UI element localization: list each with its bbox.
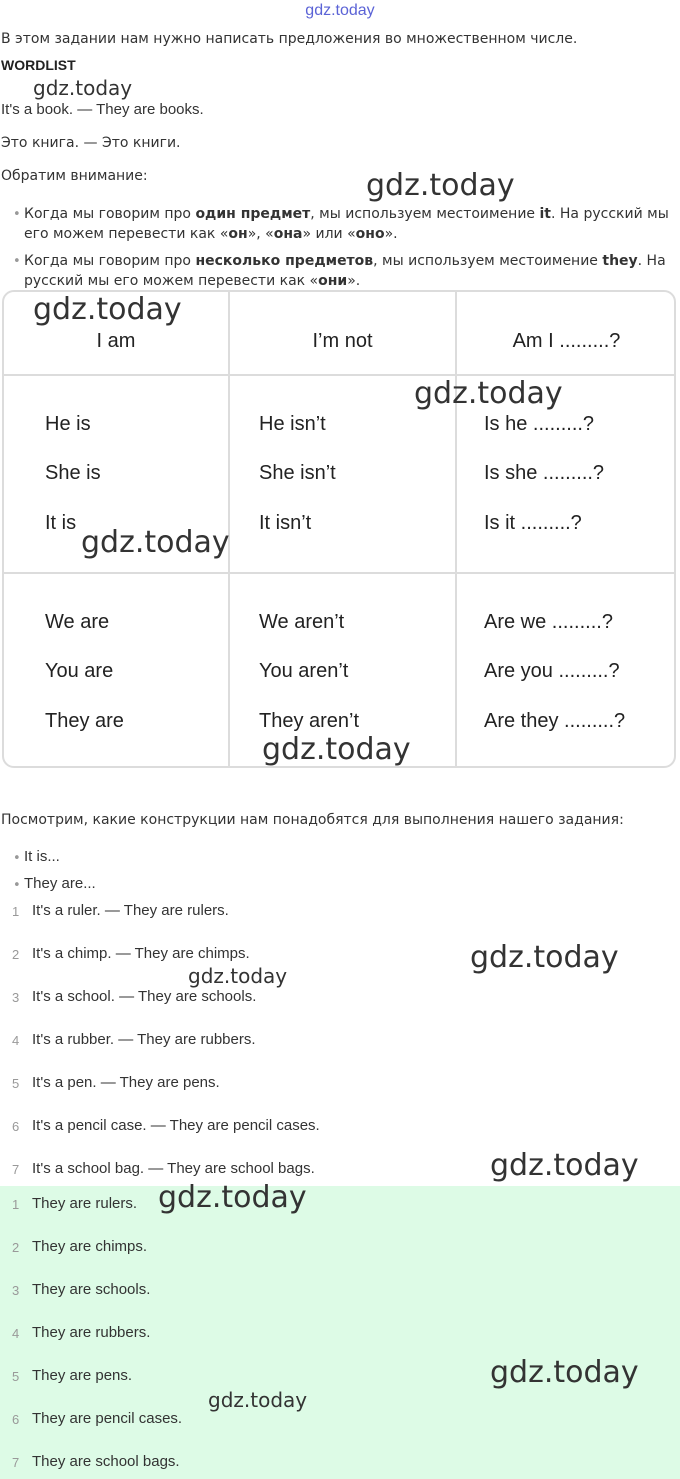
- construction-item: They are...: [24, 875, 96, 892]
- table-cell: He isn’t: [259, 413, 326, 435]
- wordlist-label: WORDLIST: [1, 57, 76, 73]
- table-cell: They aren’t: [259, 710, 360, 732]
- full-answer: It's a pencil case. — They are pencil cases.: [32, 1117, 320, 1134]
- bullet-dot: •: [13, 851, 21, 866]
- table-divider: [455, 292, 457, 766]
- site-header-link[interactable]: gdz.today: [305, 2, 375, 19]
- answer-number: 2: [12, 947, 20, 962]
- example-english: It's a book. — They are books.: [1, 101, 204, 118]
- full-answer: It's a chimp. — They are chimps.: [32, 945, 250, 962]
- watermark: gdz.today: [188, 964, 288, 988]
- table-cell: Is he .........?: [484, 413, 595, 435]
- answer-number: 5: [12, 1076, 20, 1091]
- watermark: gdz.today: [490, 1148, 639, 1183]
- full-answer: It's a pen. — They are pens.: [32, 1074, 220, 1091]
- bullet-singular: Когда мы говорим про один предмет, мы используем местоимение it. На русский мы его можем перевести как «он», «она» или «оно».: [24, 206, 669, 242]
- answer-number: 7: [12, 1162, 20, 1177]
- table-cell: We aren’t: [259, 611, 345, 633]
- watermark: gdz.today: [414, 376, 563, 411]
- construction-item: It is...: [24, 848, 60, 865]
- watermark: gdz.today: [158, 1180, 307, 1215]
- attention-label: Обратим внимание:: [1, 168, 148, 184]
- answer-number: 1: [12, 904, 20, 919]
- answer-number: 6: [12, 1412, 20, 1427]
- table-cell: It isn’t: [259, 512, 312, 534]
- table-cell: She isn’t: [259, 462, 336, 484]
- short-answer: They are rubbers.: [32, 1324, 151, 1341]
- bullet-dot: •: [13, 254, 21, 269]
- table-cell: You aren’t: [259, 660, 349, 682]
- table-header-question: Am I .........?: [512, 330, 621, 352]
- table-cell: Is she .........?: [484, 462, 605, 484]
- example-russian: Это книга. — Это книги.: [1, 135, 181, 151]
- short-answer: They are school bags.: [32, 1453, 180, 1470]
- answer-number: 7: [12, 1455, 20, 1470]
- short-answer: They are pencil cases.: [32, 1410, 183, 1427]
- table-cell: Is it .........?: [484, 512, 582, 534]
- table-cell: Are they .........?: [484, 710, 626, 732]
- table-cell: She is: [45, 462, 101, 484]
- bullet-plural: Когда мы говорим про несколько предметов, мы используем местоимение they. На русский мы его можем перевести как «они».: [24, 253, 666, 289]
- full-answer: It's a school. — They are schools.: [32, 988, 257, 1005]
- answer-number: 4: [12, 1033, 20, 1048]
- full-answer: It's a ruler. — They are rulers.: [32, 902, 229, 919]
- watermark: gdz.today: [208, 1388, 308, 1412]
- answer-number: 3: [12, 990, 20, 1005]
- watermark: gdz.today: [366, 168, 515, 203]
- watermark: gdz.today: [81, 525, 230, 560]
- constructions-intro: Посмотрим, какие конструкции нам понадобятся для выполнения нашего задания:: [1, 812, 624, 828]
- watermark: gdz.today: [470, 940, 619, 975]
- table-cell: They are: [45, 710, 124, 732]
- task-intro: В этом задании нам нужно написать предложения во множественном числе.: [1, 31, 578, 47]
- full-answer: It's a school bag. — They are school bags.: [32, 1160, 315, 1177]
- answer-number: 6: [12, 1119, 20, 1134]
- watermark: gdz.today: [490, 1355, 639, 1390]
- table-header-affirmative: I am: [96, 330, 136, 352]
- short-answer: They are rulers.: [32, 1195, 138, 1212]
- short-answer: They are pens.: [32, 1367, 133, 1384]
- watermark: gdz.today: [33, 76, 133, 100]
- answer-number: 4: [12, 1326, 20, 1341]
- table-cell: He is: [45, 413, 91, 435]
- bullet-dot: •: [13, 878, 21, 893]
- table-cell: We are: [45, 611, 110, 633]
- short-answer: They are chimps.: [32, 1238, 148, 1255]
- table-divider: [4, 374, 674, 376]
- table-header-negative: I’m not: [312, 330, 373, 352]
- table-cell: It is: [45, 512, 77, 534]
- table-cell: Are we .........?: [484, 611, 613, 633]
- watermark: gdz.today: [262, 732, 411, 767]
- answer-number: 1: [12, 1197, 20, 1212]
- short-answer: They are schools.: [32, 1281, 151, 1298]
- table-cell: Are you .........?: [484, 660, 620, 682]
- answer-number: 3: [12, 1283, 20, 1298]
- answer-number: 2: [12, 1240, 20, 1255]
- full-answer: It's a rubber. — They are rubbers.: [32, 1031, 256, 1048]
- bullet-dot: •: [13, 207, 21, 222]
- table-cell: You are: [45, 660, 114, 682]
- answer-number: 5: [12, 1369, 20, 1384]
- watermark: gdz.today: [33, 292, 182, 327]
- table-divider: [4, 572, 674, 574]
